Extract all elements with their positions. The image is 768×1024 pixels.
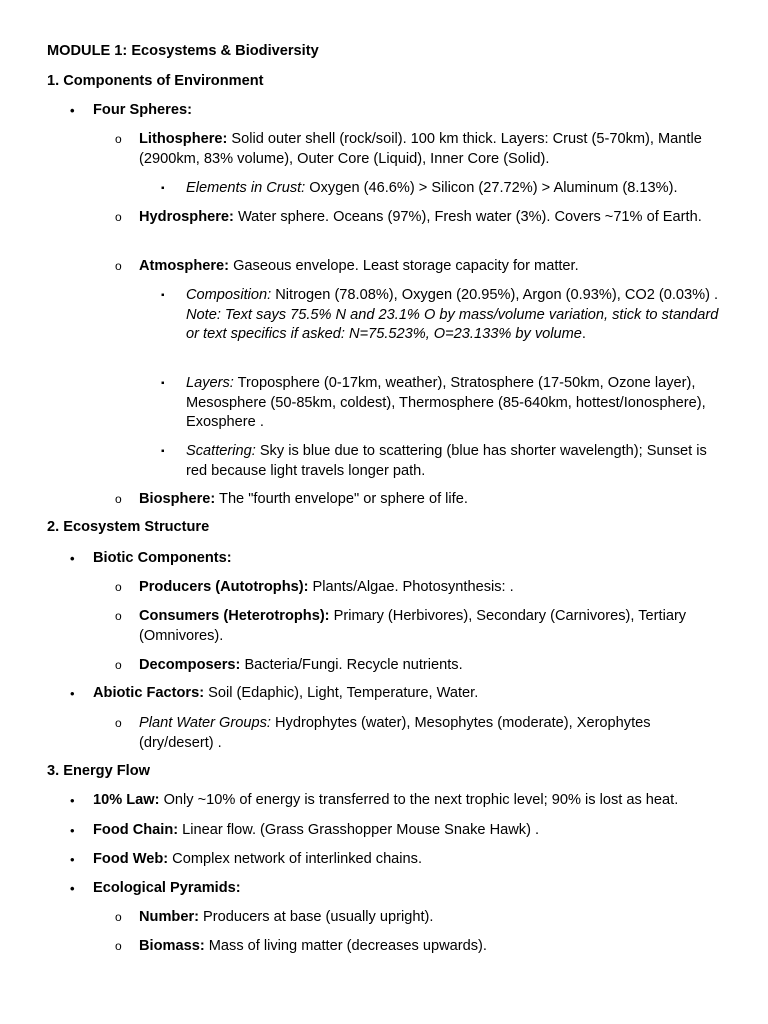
layers-label: Layers:: [186, 375, 234, 391]
bullet-marker: •: [70, 852, 75, 867]
module-title: MODULE 1: Ecosystems & Biodiversity: [47, 43, 319, 59]
bullet-marker: •: [70, 551, 75, 566]
plant-water-label: Plant Water Groups:: [139, 715, 271, 731]
decomposers-item: [115, 656, 729, 676]
biotic-components-item: • Biotic Components:: [93, 549, 733, 569]
bullet-marker: •: [70, 793, 75, 808]
hydrosphere-text: Water sphere. Oceans (97%), Fresh water (3%). Covers ~71% of Earth.: [233, 209, 702, 225]
food-chain-text: Linear flow. (Grass Grasshopper Mouse Snake Hawk) .: [178, 822, 540, 838]
atmosphere-text: Gaseous envelope. Least storage capacity for matter.: [229, 258, 579, 274]
food-chain-item: [70, 821, 733, 841]
section-3-heading: 3. Energy Flow: [47, 763, 150, 779]
layers-text: Troposphere (0-17km, weather), Stratosphere (17-50km, Ozone layer), Mesosphere (50-85km, coldest), Thermosphere (85-640km, hottest/Ionosphere), Exosphere .: [186, 375, 706, 430]
composition-label: Composition:: [186, 287, 272, 303]
bullet-marker: ▪: [161, 183, 165, 194]
crust-label: Elements in Crust:: [186, 180, 306, 196]
crust-elements-item: [161, 179, 726, 199]
abiotic-factors-item: [70, 684, 733, 704]
section-2-heading: 2. Ecosystem Structure: [47, 519, 210, 535]
bullet-marker: ▪: [161, 378, 165, 389]
composition-note: Note: Text says 75.5% N and 23.1% O by mass/volume variation, stick to standard or text specifics if asked: N=75.523%, O=23.133% by volume: [186, 306, 719, 342]
bullet-marker: o: [115, 132, 122, 146]
bullet-marker: o: [115, 716, 122, 730]
producers-item: [115, 578, 729, 598]
lithosphere-item: [115, 130, 729, 169]
abiotic-text: Soil (Edaphic), Light, Temperature, Water.: [204, 685, 479, 701]
decomposers-label: Decomposers:: [139, 657, 241, 673]
abiotic-label: Abiotic Factors:: [93, 685, 205, 701]
crust-text: Oxygen (46.6%) > Silicon (27.72%) > Aluminum (8.13%).: [305, 180, 678, 196]
plant-water-groups-item: [115, 714, 729, 753]
layers-item: [161, 374, 726, 433]
bullet-marker: o: [115, 609, 122, 623]
food-chain-label: Food Chain:: [93, 822, 179, 838]
bullet-marker: o: [115, 210, 122, 224]
scattering-label: Scattering:: [186, 443, 256, 459]
four-spheres-item: • Four Spheres:: [93, 101, 733, 121]
bullet-marker: o: [115, 580, 122, 594]
producers-label: Producers (Autotrophs):: [139, 579, 309, 595]
consumers-label: Consumers (Heterotrophs):: [139, 608, 330, 624]
law-label: 10% Law:: [93, 792, 160, 808]
ten-percent-law-item: [70, 791, 733, 811]
lithosphere-text: Solid outer shell (rock/soil). 100 km thick. Layers: Crust (5-70km), Mantle (2900km, 83% volume), Outer Core (Liquid), Inner Core (Solid).: [139, 131, 702, 167]
bullet-marker: o: [115, 658, 122, 672]
food-web-label: Food Web:: [93, 851, 169, 867]
bullet-marker: •: [70, 881, 75, 896]
bullet-marker: •: [70, 686, 75, 701]
biosphere-text: The "fourth envelope" or sphere of life.: [215, 491, 468, 507]
plant-water-text: Hydrophytes (water), Mesophytes (moderate), Xerophytes (dry/desert) .: [139, 715, 651, 751]
bullet-marker: o: [115, 492, 122, 506]
atmosphere-item: [115, 257, 729, 277]
bullet-marker: ▪: [161, 290, 165, 301]
food-web-text: Complex network of interlinked chains.: [168, 851, 423, 867]
section-1-heading: 1. Components of Environment: [47, 73, 264, 89]
atmosphere-label: Atmosphere:: [139, 258, 230, 274]
hydrosphere-label: Hydrosphere:: [139, 209, 234, 225]
biosphere-item: [115, 490, 729, 510]
ecological-pyramids-item: • Ecological Pyramids:: [93, 879, 733, 899]
bullet-marker: o: [115, 910, 122, 924]
hydrosphere-item: [115, 208, 729, 228]
bullet-marker: o: [115, 939, 122, 953]
pyramid-number-item: [115, 908, 729, 928]
lithosphere-label: Lithosphere:: [139, 131, 228, 147]
law-text: Only ~10% of energy is transferred to the next trophic level; 90% is lost as heat.: [159, 792, 679, 808]
composition-text: Nitrogen (78.08%), Oxygen (20.95%), Argon (0.93%), CO2 (0.03%) .: [271, 287, 719, 303]
bullet-marker: •: [70, 823, 75, 838]
biomass-label: Biomass:: [139, 938, 205, 954]
pyramid-biomass-item: [115, 937, 729, 957]
biosphere-label: Biosphere:: [139, 491, 216, 507]
bullet-marker: ▪: [161, 446, 165, 457]
decomposers-text: Bacteria/Fungi. Recycle nutrients.: [240, 657, 463, 673]
bullet-marker: •: [70, 103, 75, 118]
consumers-text: Primary (Herbivores), Secondary (Carnivores), Tertiary (Omnivores).: [139, 608, 687, 644]
producers-text: Plants/Algae. Photosynthesis: .: [308, 579, 514, 595]
biomass-text: Mass of living matter (decreases upwards).: [204, 938, 487, 954]
number-text: Producers at base (usually upright).: [199, 909, 434, 925]
scattering-item: [161, 442, 726, 481]
number-label: Number:: [139, 909, 199, 925]
scattering-text: Sky is blue due to scattering (blue has shorter wavelength); Sunset is red because light travels longer path.: [186, 443, 707, 479]
composition-item: ▪ Composition: Nitrogen (78.08%), Oxygen (20.95%), Argon (0.93%), CO2 (0.03%) . Note: Text says 75.5% N and 23.1% O by mass/volume variation, stick to standard or text specifics if asked: N=75.523%, O=23.133% by volume.: [161, 287, 719, 342]
bullet-marker: o: [115, 259, 122, 273]
food-web-item: [70, 850, 733, 870]
consumers-item: [115, 607, 729, 646]
